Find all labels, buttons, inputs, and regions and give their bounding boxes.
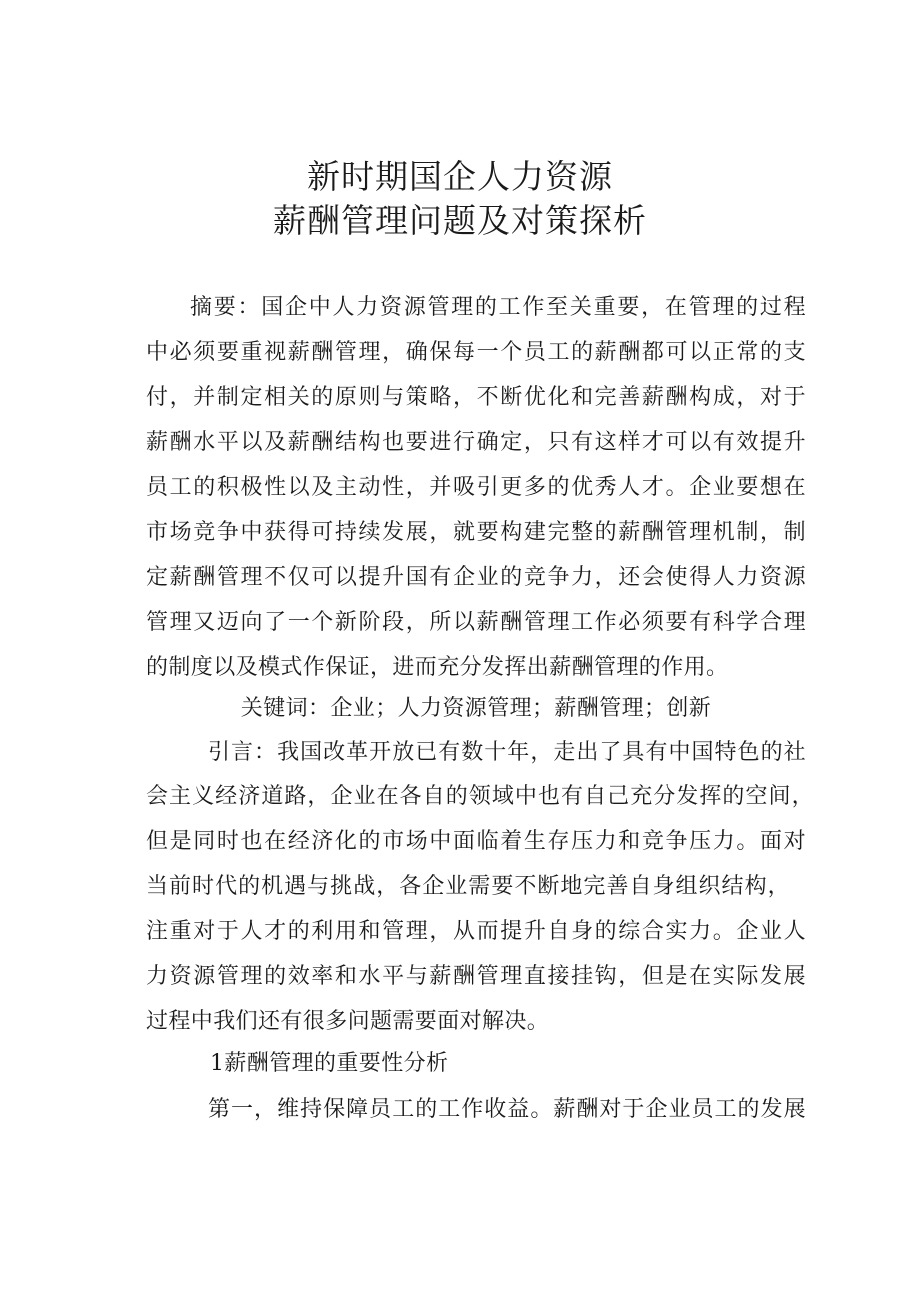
abstract-line: 付，并制定相关的原则与策略，不断优化和完善薪酬构成，对于 [146, 385, 806, 410]
document-title-line-2: 薪酬管理问题及对策探析 [273, 201, 647, 240]
abstract-line: 薪酬水平以及薪酬结构也要进行确定，只有这样才可以有效提升 [146, 430, 806, 455]
section-heading: 1薪酬管理的重要性分析 [210, 1051, 449, 1076]
abstract-line: 摘要：国企中人力资源管理的工作至关重要，在管理的过程 [190, 295, 806, 320]
intro-line: 注重对于人才的利用和管理，从而提升自身的综合实力。企业人 [146, 919, 806, 944]
section-paragraph-line: 第一，维持保障员工的工作收益。薪酬对于企业员工的发展 [208, 1097, 806, 1122]
abstract-line: 市场竞争中获得可持续发展，就要构建完整的薪酬管理机制，制 [146, 520, 806, 545]
keywords: 关键词：企业；人力资源管理；薪酬管理；创新 [240, 696, 712, 721]
intro-line: 引言：我国改革开放已有数十年，走出了具有中国特色的社 [208, 740, 806, 765]
intro-line: 当前时代的机遇与挑战，各企业需要不断地完善自身组织结构， [146, 874, 790, 899]
abstract-line: 员工的积极性以及主动性，并吸引更多的优秀人才。企业要想在 [146, 475, 806, 500]
intro-line: 过程中我们还有很多问题需要面对解决。 [146, 1009, 550, 1034]
abstract-line: 管理又迈向了一个新阶段，所以薪酬管理工作必须要有科学合理 [146, 610, 806, 635]
abstract-line: 的制度以及模式作保证，进而充分发挥出薪酬管理的作用。 [146, 655, 729, 680]
abstract-line: 定薪酬管理不仅可以提升国有企业的竞争力，还会使得人力资源 [146, 565, 806, 590]
intro-line: 力资源管理的效率和水平与薪酬管理直接挂钩，但是在实际发展 [146, 964, 806, 989]
abstract-line: 中必须要重视薪酬管理，确保每一个员工的薪酬都可以正常的支 [146, 340, 806, 365]
intro-line: 会主义经济道路，企业在各自的领域中也有自己充分发挥的空间， [146, 784, 814, 809]
document-title-line-1: 新时期国企人力资源 [307, 157, 613, 196]
intro-line: 但是同时也在经济化的市场中面临着生存压力和竞争压力。面对 [146, 829, 806, 854]
